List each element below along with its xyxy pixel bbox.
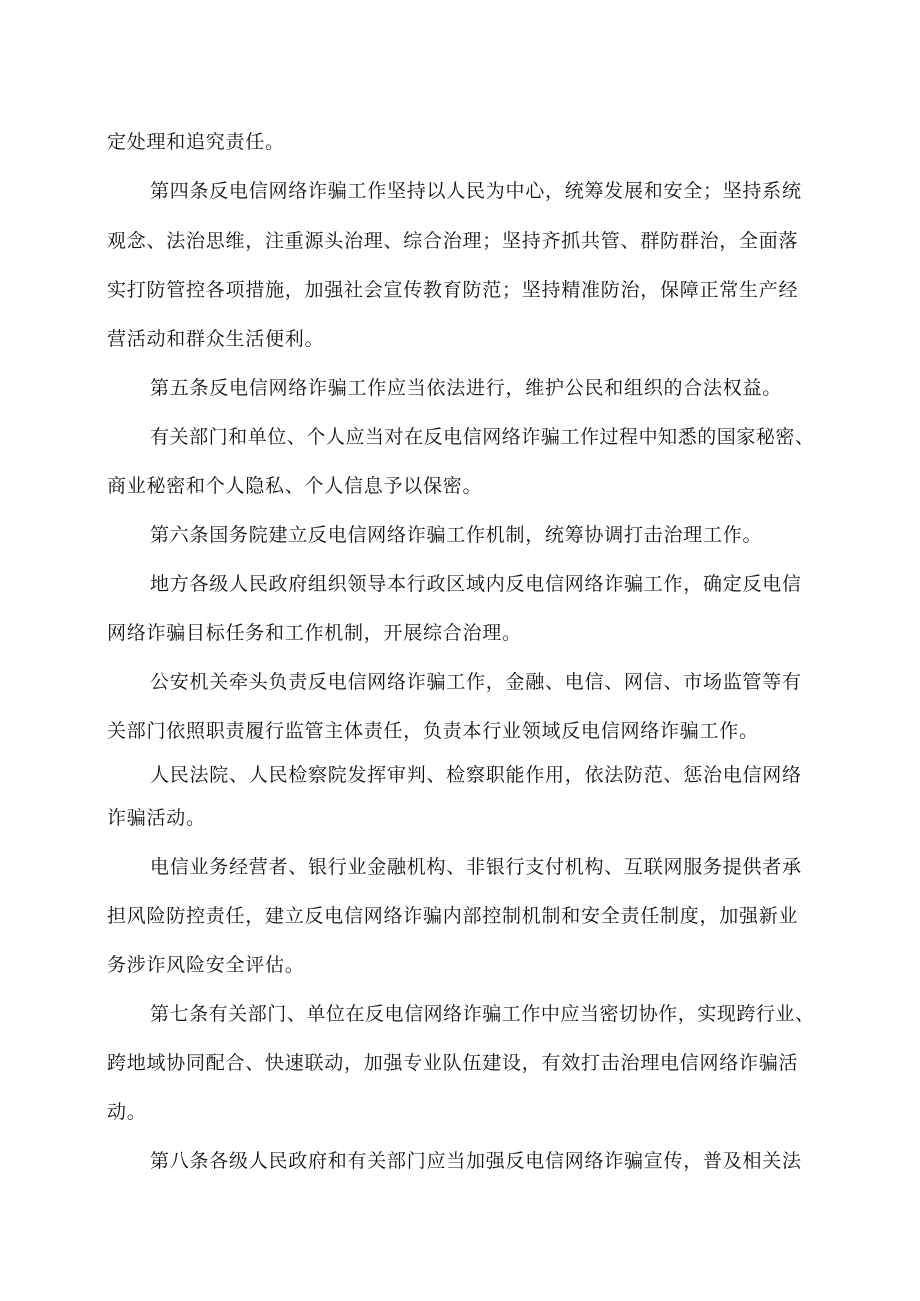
text-line: 诈骗活动。	[107, 807, 206, 829]
text-line: 观念、法治思维，注重源头治理、综合治理；坚持齐抓共管、群防群治，全面落	[107, 230, 799, 252]
text-line: 第八条各级人民政府和有关部门应当加强反电信网络诈骗宣传，普及相关法	[150, 1150, 802, 1172]
text-line: 动。	[107, 1101, 147, 1123]
text-line: 有关部门和单位、个人应当对在反电信网络诈骗工作过程中知悉的国家秘密、	[150, 426, 815, 448]
text-line: 第四条反电信网络诈骗工作坚持以人民为中心，统筹发展和安全；坚持系统	[150, 180, 802, 202]
text-line: 第六条国务院建立反电信网络诈骗工作机制，统筹协调打击治理工作。	[150, 524, 763, 546]
text-line: 定处理和追究责任。	[107, 131, 285, 153]
text-line: 营活动和群众生活便利。	[107, 328, 325, 350]
text-line: 地方各级人民政府组织领导本行政区域内反电信网络诈骗工作，确定反电信	[150, 573, 802, 595]
text-line: 商业秘密和个人隐私、个人信息予以保密。	[107, 475, 483, 497]
text-line: 第七条有关部门、单位在反电信网络诈骗工作中应当密切协作，实现跨行业、	[150, 1003, 815, 1025]
text-line: 关部门依照职责履行监管主体责任，负责本行业领域反电信网络诈骗工作。	[107, 720, 759, 742]
text-line: 网络诈骗目标任务和工作机制，开展综合治理。	[107, 622, 522, 644]
text-line: 实打防管控各项措施，加强社会宣传教育防范；坚持精准防治，保障正常生产经	[107, 279, 799, 301]
text-line: 电信业务经营者、银行业金融机构、非银行支付机构、互联网服务提供者承	[150, 856, 802, 878]
text-line: 人民法院、人民检察院发挥审判、检察职能作用，依法防范、惩治电信网络	[150, 764, 802, 786]
text-line: 担风险防控责任，建立反电信网络诈骗内部控制机制和安全责任制度，加强新业	[107, 905, 799, 927]
text-line: 务涉诈风险安全评估。	[107, 954, 305, 976]
text-line: 公安机关牵头负责反电信网络诈骗工作，金融、电信、网信、市场监管等有	[150, 671, 802, 693]
text-line: 跨地域协同配合、快速联动，加强专业队伍建设，有效打击治理电信网络诈骗活	[107, 1052, 799, 1074]
text-line: 第五条反电信网络诈骗工作应当依法进行，维护公民和组织的合法权益。	[150, 377, 783, 399]
